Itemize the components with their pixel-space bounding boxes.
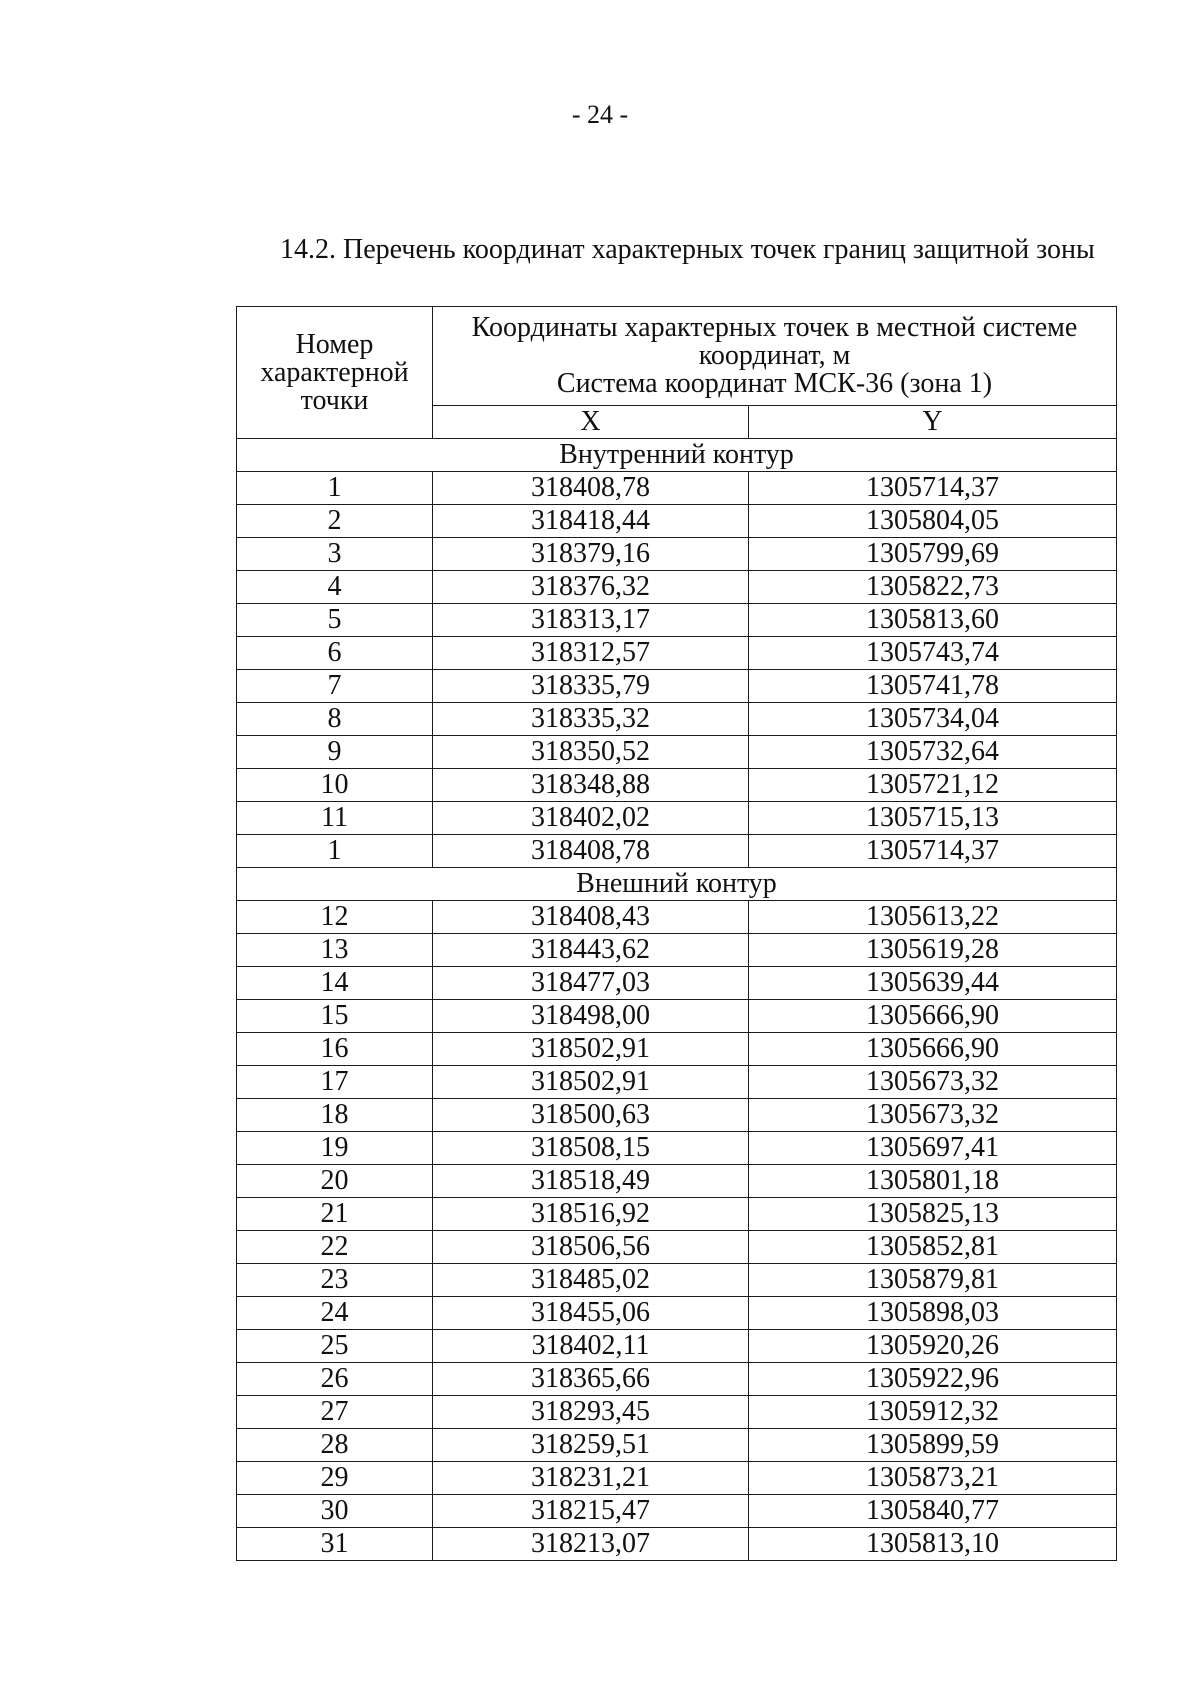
table-row <box>237 1000 1117 1033</box>
point-number-cell: 19 <box>237 1132 433 1165</box>
x-coordinate-cell: 318313,17 <box>433 604 749 637</box>
point-number-cell: 26 <box>237 1363 433 1396</box>
x-coordinate-cell: 318213,07 <box>433 1528 749 1561</box>
y-coordinate-cell: 1305673,32 <box>749 1099 1117 1132</box>
point-number-cell: 12 <box>237 901 433 934</box>
x-coordinate-cell: 318477,03 <box>433 967 749 1000</box>
x-coordinate-cell: 318335,32 <box>433 703 749 736</box>
y-coordinate-cell: 1305619,28 <box>749 934 1117 967</box>
y-coordinate-cell: 1305825,13 <box>749 1198 1117 1231</box>
point-number-cell: 23 <box>237 1264 433 1297</box>
header-x: X <box>433 406 749 439</box>
point-number-cell: 27 <box>237 1396 433 1429</box>
y-coordinate-cell: 1305666,90 <box>749 1033 1117 1066</box>
x-coordinate-cell: 318335,79 <box>433 670 749 703</box>
point-number-cell: 31 <box>237 1528 433 1561</box>
point-number-cell: 3 <box>237 538 433 571</box>
table-row <box>237 769 1117 802</box>
table-row <box>237 934 1117 967</box>
table-row <box>237 571 1117 604</box>
coordinates-table <box>236 306 1117 1561</box>
point-number-cell: 21 <box>237 1198 433 1231</box>
point-number-cell: 6 <box>237 637 433 670</box>
table-row <box>237 1363 1117 1396</box>
table-row <box>237 1231 1117 1264</box>
y-coordinate-cell: 1305613,22 <box>749 901 1117 934</box>
table-row <box>237 1099 1117 1132</box>
x-coordinate-cell: 318231,21 <box>433 1462 749 1495</box>
y-coordinate-cell: 1305804,05 <box>749 505 1117 538</box>
x-coordinate-cell: 318408,43 <box>433 901 749 934</box>
x-coordinate-cell: 318506,56 <box>433 1231 749 1264</box>
table-row <box>237 604 1117 637</box>
x-coordinate-cell: 318348,88 <box>433 769 749 802</box>
section-header-row <box>237 439 1117 472</box>
x-coordinate-cell: 318500,63 <box>433 1099 749 1132</box>
y-coordinate-cell: 1305912,32 <box>749 1396 1117 1429</box>
table-row <box>237 835 1117 868</box>
table-row <box>237 1429 1117 1462</box>
x-coordinate-cell: 318293,45 <box>433 1396 749 1429</box>
y-coordinate-cell: 1305899,59 <box>749 1429 1117 1462</box>
y-coordinate-cell: 1305920,26 <box>749 1330 1117 1363</box>
section-title-cell: Внешний контур <box>237 868 1117 901</box>
y-coordinate-cell: 1305801,18 <box>749 1165 1117 1198</box>
y-coordinate-cell: 1305697,41 <box>749 1132 1117 1165</box>
x-coordinate-cell: 318455,06 <box>433 1297 749 1330</box>
header-coordinates-title: Координаты характерных точек в местной системе координат, м <box>471 312 1078 371</box>
x-coordinate-cell: 318485,02 <box>433 1264 749 1297</box>
y-coordinate-cell: 1305666,90 <box>749 1000 1117 1033</box>
y-coordinate-cell: 1305813,10 <box>749 1528 1117 1561</box>
y-coordinate-cell: 1305852,81 <box>749 1231 1117 1264</box>
y-coordinate-cell: 1305873,21 <box>749 1462 1117 1495</box>
x-coordinate-cell: 318418,44 <box>433 505 749 538</box>
table-row <box>237 802 1117 835</box>
x-coordinate-cell: 318365,66 <box>433 1363 749 1396</box>
point-number-cell: 30 <box>237 1495 433 1528</box>
y-coordinate-cell: 1305639,44 <box>749 967 1117 1000</box>
header-y: Y <box>749 406 1117 439</box>
x-coordinate-cell: 318312,57 <box>433 637 749 670</box>
table-row <box>237 1330 1117 1363</box>
point-number-cell: 17 <box>237 1066 433 1099</box>
y-coordinate-cell: 1305714,37 <box>749 835 1117 868</box>
point-number-cell: 5 <box>237 604 433 637</box>
y-coordinate-cell: 1305743,74 <box>749 637 1117 670</box>
x-coordinate-cell: 318498,00 <box>433 1000 749 1033</box>
table-row <box>237 538 1117 571</box>
point-number-cell: 4 <box>237 571 433 604</box>
point-number-cell: 25 <box>237 1330 433 1363</box>
table-row <box>237 1165 1117 1198</box>
x-coordinate-cell: 318408,78 <box>433 472 749 505</box>
table-row <box>237 736 1117 769</box>
y-coordinate-cell: 1305822,73 <box>749 571 1117 604</box>
x-coordinate-cell: 318402,11 <box>433 1330 749 1363</box>
table-row <box>237 1264 1117 1297</box>
table-row <box>237 1495 1117 1528</box>
x-coordinate-cell: 318516,92 <box>433 1198 749 1231</box>
point-number-cell: 2 <box>237 505 433 538</box>
point-number-cell: 9 <box>237 736 433 769</box>
x-coordinate-cell: 318502,91 <box>433 1033 749 1066</box>
y-coordinate-cell: 1305879,81 <box>749 1264 1117 1297</box>
point-number-cell: 11 <box>237 802 433 835</box>
y-coordinate-cell: 1305813,60 <box>749 604 1117 637</box>
x-coordinate-cell: 318215,47 <box>433 1495 749 1528</box>
point-number-cell: 1 <box>237 835 433 868</box>
y-coordinate-cell: 1305898,03 <box>749 1297 1117 1330</box>
point-number-cell: 15 <box>237 1000 433 1033</box>
table-row <box>237 1396 1117 1429</box>
x-coordinate-cell: 318408,78 <box>433 835 749 868</box>
y-coordinate-cell: 1305734,04 <box>749 703 1117 736</box>
table-row <box>237 901 1117 934</box>
table-row <box>237 1462 1117 1495</box>
point-number-cell: 14 <box>237 967 433 1000</box>
table-row <box>237 472 1117 505</box>
table-row <box>237 967 1117 1000</box>
table-body <box>237 439 1117 1561</box>
table-row <box>237 1033 1117 1066</box>
table-row <box>237 703 1117 736</box>
y-coordinate-cell: 1305673,32 <box>749 1066 1117 1099</box>
point-number-cell: 20 <box>237 1165 433 1198</box>
y-coordinate-cell: 1305922,96 <box>749 1363 1117 1396</box>
y-coordinate-cell: 1305741,78 <box>749 670 1117 703</box>
table-row <box>237 670 1117 703</box>
header-coordinate-system: Система координат МСК-36 (зона 1) <box>556 368 993 399</box>
page-number: - 24 - <box>571 100 629 129</box>
section-title-cell: Внутренний контур <box>237 439 1117 472</box>
point-number-cell: 1 <box>237 472 433 505</box>
x-coordinate-cell: 318502,91 <box>433 1066 749 1099</box>
table-row <box>237 1066 1117 1099</box>
point-number-cell: 10 <box>237 769 433 802</box>
header-point-number: Номер характерной точки <box>237 307 433 439</box>
table-row <box>237 1297 1117 1330</box>
x-coordinate-cell: 318379,16 <box>433 538 749 571</box>
y-coordinate-cell: 1305732,64 <box>749 736 1117 769</box>
y-coordinate-cell: 1305721,12 <box>749 769 1117 802</box>
x-coordinate-cell: 318259,51 <box>433 1429 749 1462</box>
table-row <box>237 1132 1117 1165</box>
point-number-cell: 28 <box>237 1429 433 1462</box>
y-coordinate-cell: 1305714,37 <box>749 472 1117 505</box>
section-title: 14.2. Перечень координат характерных точек границ защитной зоны <box>280 234 1095 265</box>
point-number-cell: 8 <box>237 703 433 736</box>
point-number-cell: 13 <box>237 934 433 967</box>
table-row <box>237 1198 1117 1231</box>
table-row <box>237 1528 1117 1561</box>
point-number-cell: 16 <box>237 1033 433 1066</box>
point-number-cell: 18 <box>237 1099 433 1132</box>
section-header-row <box>237 868 1117 901</box>
point-number-cell: 22 <box>237 1231 433 1264</box>
y-coordinate-cell: 1305715,13 <box>749 802 1117 835</box>
x-coordinate-cell: 318350,52 <box>433 736 749 769</box>
point-number-cell: 24 <box>237 1297 433 1330</box>
y-coordinate-cell: 1305799,69 <box>749 538 1117 571</box>
table-row <box>237 505 1117 538</box>
x-coordinate-cell: 318508,15 <box>433 1132 749 1165</box>
header-coordinates <box>433 307 1117 406</box>
x-coordinate-cell: 318518,49 <box>433 1165 749 1198</box>
point-number-cell: 29 <box>237 1462 433 1495</box>
x-coordinate-cell: 318443,62 <box>433 934 749 967</box>
y-coordinate-cell: 1305840,77 <box>749 1495 1117 1528</box>
table-row <box>237 637 1117 670</box>
point-number-cell: 7 <box>237 670 433 703</box>
x-coordinate-cell: 318376,32 <box>433 571 749 604</box>
x-coordinate-cell: 318402,02 <box>433 802 749 835</box>
